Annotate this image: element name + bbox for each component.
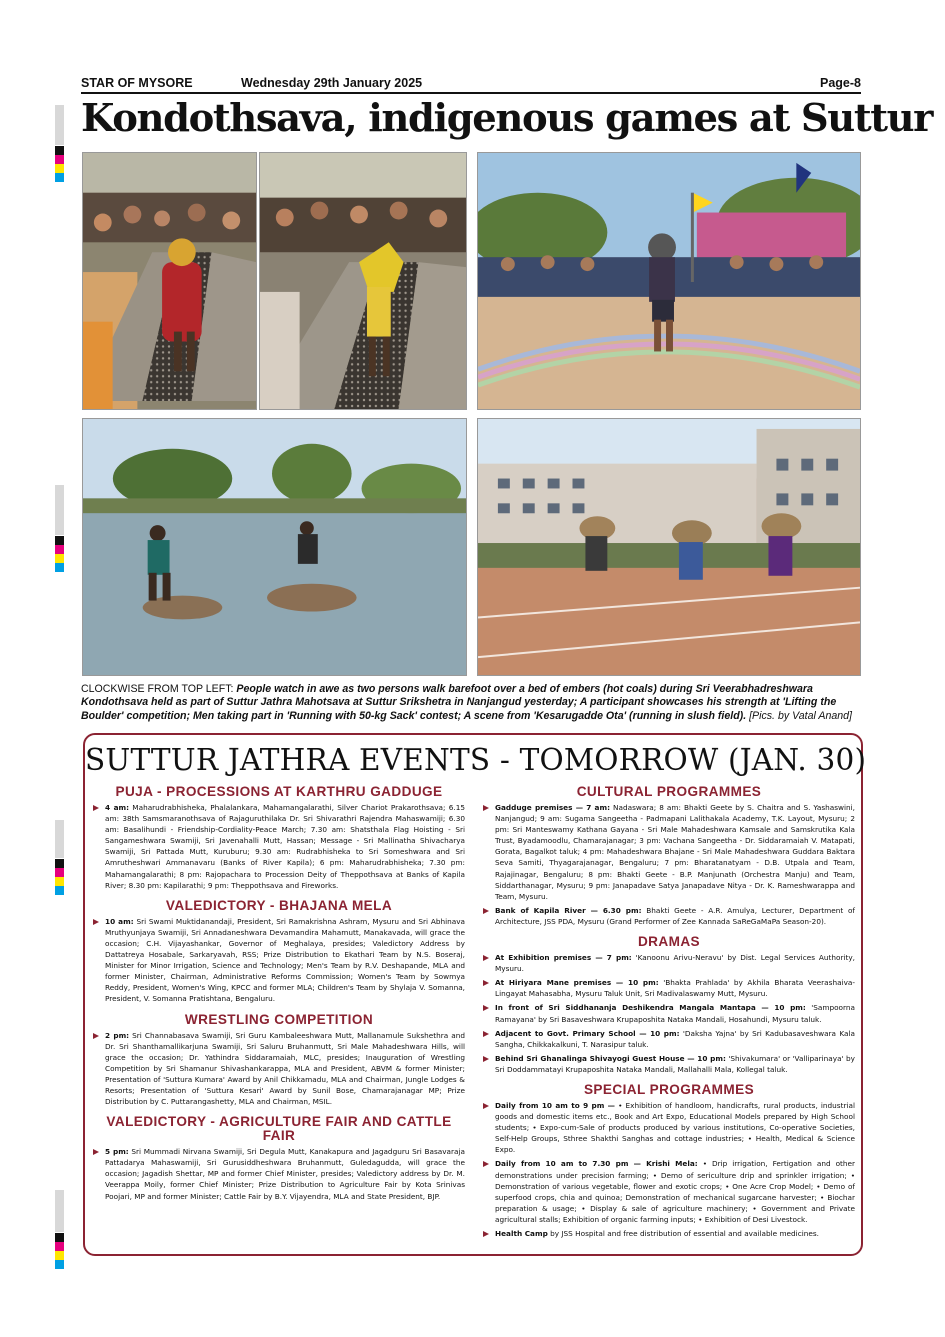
event-time-label: Behind Sri Ghanalinga Shivayogi Guest House — 10 pm: [495,1053,726,1063]
sack-running-photo [477,418,861,676]
event-time-label: Bank of Kapila River — 6.30 pm: [495,905,642,915]
color-swatch [55,1242,64,1251]
page-number: Page-8 [820,76,861,90]
event-time-label: 10 am: [105,916,134,926]
color-swatch [55,545,64,554]
caption-credit: [Pics. by Vatal Anand] [746,709,852,722]
color-swatch [55,886,64,895]
events-left-column [93,785,465,1205]
event-section-heading: SPECIAL PROGRAMMES [583,1081,755,1097]
event-details: • Drip irrigation, Fertigation and other demonstrations under precision farming; • Demo of sericulture drip and sprinkler irrigation; • Demonstration of various vegetable, flower and exotic crops; • One Acre Crop Model; • Demo of superfood crops, chia and quinoa; Demonstration of mechanical sugarcane harvester; • Biochar preparation & usage; • Display & sale of agriculture machinery; • Government and Private agricultural stalls; Exhibition of organic farming inputs; • Exhibition of Desi Livestock. [495,1159,856,1224]
color-swatch [55,1251,64,1260]
event-time-label: Daily from 10 am to 9 pm — [495,1100,615,1110]
events-title: SUTTUR JATHRA EVENTS - TOMORROW (JAN. 30) [85,743,867,777]
color-swatch [55,868,64,877]
event-time-label: 2 pm: [105,1030,130,1040]
issue-date: Wednesday 29th January 2025 [241,76,423,90]
event-entry [483,952,855,974]
event-time-label: At Hiriyara Mane premises — 10 pm: [495,978,659,988]
event-entry [483,905,855,927]
event-entry [93,1146,465,1201]
color-swatch [55,1233,64,1242]
event-time-label: Daily from 10 am to 7.30 pm — Krishi Mela: [495,1159,698,1169]
color-swatch [55,536,64,545]
event-section-heading: VALEDICTORY - AGRICULTURE FAIR AND CATTLE FAIR [106,1114,452,1144]
event-time-label: Health Camp [495,1229,548,1238]
lifting-boulder-photo [477,152,861,410]
registration-strip [55,820,64,858]
color-swatch [55,859,64,868]
slush-field-running-photo [82,418,467,676]
event-time-label: In front of Sri Siddhananja Deshikendra Mangala Mantapa — 10 pm: [495,1003,806,1013]
event-section-heading: WRESTLING COMPETITION [184,1011,374,1027]
event-section-heading: DRAMAS [637,934,701,950]
color-swatch [55,877,64,886]
color-swatch [55,554,64,563]
events-right-column [483,785,855,1242]
event-entry [483,977,855,999]
event-entry [483,1002,855,1024]
event-details: Bhakti Geete - A.R. Amulya, Lecturer, Department of Architecture, JSS PDA, Mysuru (Grand Performer of Zee Kannada SaReGaMaPa Season-20). [495,905,855,926]
color-swatch [55,164,64,173]
photo-caption [81,683,864,723]
event-entry [93,1030,465,1108]
event-details: 'Daksha Yajna' by Sri Kadubasaveshwara Kala Sangha, Chikkakalkuni, T. Narasipur taluk. [495,1028,855,1049]
newspaper-name: STAR OF MYSORE [81,76,193,90]
events-box [83,733,867,1256]
event-entry [483,1028,855,1050]
event-time-label: Adjacent to Govt. Primary School — 10 pm: [495,1028,680,1038]
event-details: 'Sampoorna Ramayana' by Sri Basaveshwara Krupaposhita Nataka Mandali, Hosahundi, Mysuru taluk. [495,1003,855,1024]
masthead-rule [81,92,861,94]
event-time-label: At Exhibition premises — 7 pm: [495,953,632,963]
event-time-label: 5 pm: [105,1147,129,1157]
event-details: Sri Swami Muktidanandaji, President, Sri Ramakrishna Ashram, Mysuru and Sri Abhinava Mruthyunjaya Swamiji, Sri Annadaneshwara Devamandira Mahamutt, Manakavada, will grace the occasion; C.H. Vijayashankar, Governor of Meghalaya, presides; Valedictory Address by Dattatreya Hosabale, Sarkaryavah, RSS; Prize Distribution to Ekathari Team by N.S. Boseraj, Minister for Minor Irrigation, Science and Technology; Men's Team by R.V. Deshapande, MLA and former Minister, Chairman, Administrative Reforms Commission; Women's Team by Sowmya Reddy, President, Women's Wing, KPCC and former MLA; Children's Team by Shylaja V. Somanna, President, V. Somanna Pratishtana, Bengaluru. [105,916,466,1004]
caption-body: People watch in awe as two persons walk barefoot over a bed of embers (hot coals) during Sri Veerabhadreshwara Kondothsava held as part of Suttur Jathra Mahotsava at Suttur Srikshetra in Nanjangud yesterday; A participant showcases his strength at 'Lifting the Boulder' competition; Men taking part in 'Running with 50-kg Sack' contest; A scene from 'Kesarugadde Ota' (running in slush field). [81,683,837,722]
event-entry [483,802,855,902]
event-entry [483,1158,855,1225]
event-details: Sri Mummadi Nirvana Swamiji, Sri Degula Mutt, Kanakapura and Jagadguru Sri Basavaraja Pattadarya Mahaswamiji, Sri Gurusiddheshwara Bruhanmutt, Guledagudda, will grace the occasion; Jagadish Shettar, MP and former Chief Minister, presides; Valedictory address by Dr. M. Veerappa Moily, former Chief Minister; Prize Distribution to Agriculture Fair by Kota Srinivas Poojari, MP and former Minister; Cattle Fair by B.Y. Vijayendra, MLA and State President, BJP. [105,1147,465,1201]
event-section-heading: PUJA - PROCESSIONS AT KARTHRU GADDUGE [115,784,443,799]
event-section-heading: CULTURAL PROGRAMMES [576,784,762,799]
registration-strip [55,1190,64,1232]
event-entry [93,802,465,891]
event-details: 'Kanoonu Arivu-Neravu' by Dist. Legal Services Authority, Mysuru. [495,953,855,974]
event-entry [483,1100,855,1155]
event-time-label: Gadduge premises — 7 am: [495,803,611,812]
embers-walk-photo-1 [82,152,257,410]
event-details: • Exhibition of handloom, handicrafts, rural products, industrial goods and domestic items etc., Book and Art Expo, Educational Models prepared by High School students; • Expo-cum-Sale of products produced by various institutions, Co-operative Societies, Self-Help Groups, Sthree Shakthi Sanghas and cottage industries; • Health, Medical & Science Expo. [495,1100,855,1155]
color-swatch [55,173,64,182]
event-section-heading: VALEDICTORY - BHAJANA MELA [165,897,393,913]
caption-lead: CLOCKWISE FROM TOP LEFT: [81,683,237,695]
event-details: Nadaswara; 8 am: Bhakti Geete by S. Chaitra and S. Yashaswini, Nanjangud; 9 am: Sugama Sangeetha - Padmapani Lalithakala Academy, T.K. Layout, Mysuru; 2 pm: Sri Manteswamy Kathana Gayana - Sri Male Mahadeshwara Kamsale and Samskrutika Kala Trust, Byadamoodlu, Chamarajanagar; 3 pm: Vachana Sangeetha - Dr. Siddaramaiah V. Matapati, Gorata, Bagalkot taluk; 4 pm: Mahadeshwara Bhajane - Sri Male Mahadeshwara Guddara Baktara Seva Samiti, Thyagarajanagar, Bengaluru; 7 pm: Bharatanatyam - D.B. Utpala and Team, Rajajinagar, Bengaluru; 8 pm: Bhakti Geete - B.P. Manjunath (Orchestra Manju) and Team, Siddarthanagar, Mysuru; 9 pm: Janapadave Satya Janapadave Nitya - Dr. K. Rameshwarappa and Team, Mysuru. [495,803,856,901]
event-details: Sri Channabasava Swamiji, Sri Guru Kambaleeshwara Mutt, Mallanamule Sukshethra and Dr. Sri Shanthamallikarjuna Swamiji, Sri Saluru Bruhanmutt, Sri Male Mahadeshwara Hills, will grace the occasion; Dr. Yathindra Siddaramaiah, MLC, presides; Inauguration of Wrestling Competition by Sri Shamanur Shivashankarappa, MLA and President, ABVM & former Minister; Presentation of 'Suttura Kumara' Award by Anil Chikkamadu, MLA and Chairman, Jungle Lodges & Resorts; Presentation of 'Suttura Kesari' Award by Sunil Bose, Chamarajanagar MP; Prize Distribution by C. Puttarangashetty, MLA and Chairman, MSIL. [105,1030,465,1107]
embers-walk-photo-2 [259,152,467,410]
headline: Kondothsava, indigenous games at Suttur [81,96,933,141]
registration-strip [55,485,64,535]
event-entry [483,1053,855,1075]
event-entry [93,916,465,1005]
color-swatch [55,563,64,572]
event-details: by JSS Hospital and free distribution of essential and available medicines. [547,1229,819,1238]
masthead [81,76,861,92]
color-swatch [55,1260,64,1269]
registration-strip [55,105,64,145]
event-details: 'Bhakta Prahlada' by Akhila Bharata Veerashaiva-Lingayat Mahasabha, Mysuru Taluk Unit, Sri Madivalaswamy Mutt, Mysuru. [495,978,855,999]
color-swatch [55,155,64,164]
event-entry [483,1228,855,1239]
event-time-label: 4 am: [105,803,130,812]
color-swatch [55,146,64,155]
event-details: Maharudrabhisheka, Phalalankara, Mahamangalarathi, Silver Chariot Prakarothsava; 6.15 am: 38th Samsmaranothsava of Rajaguruthilaka Dr. Sri Shivarathri Rajendra Mahaswamiji; 6.30 am: Basalihundi - Friendship-Cordiality-Peace March; 7.30 am: Shatsthala Flag Hoisting - Sri Sangameshwara Swamiji, Sri Javenahalli Mutt, Hassan; Message - Sri Mallinatha Shivacharya Swamiji, Sri Pattada Mutt, Kuruburu; 9.30 am: Rudrabhisheka to Sri Someshwara and Sri Amrutheshwari Ammanavaru (Banks of River Kapila); 6 pm: Maharudrabhisheka; 7.30 pm: Mahamangalarathi; 8 pm: Rajopachara to Procession Deity of Theppothsava at Banks of Kapila River; 8.30 pm: Kapilarathi; 9 pm: Theppothsava and Fireworks. [105,803,465,890]
event-details: 'Shivakumara' or 'Valliparinaya' by Sri Doddammatayi Krupaposhita Nataka Mandali, Mallahalli Mala, Kollegal taluk. [495,1053,855,1074]
